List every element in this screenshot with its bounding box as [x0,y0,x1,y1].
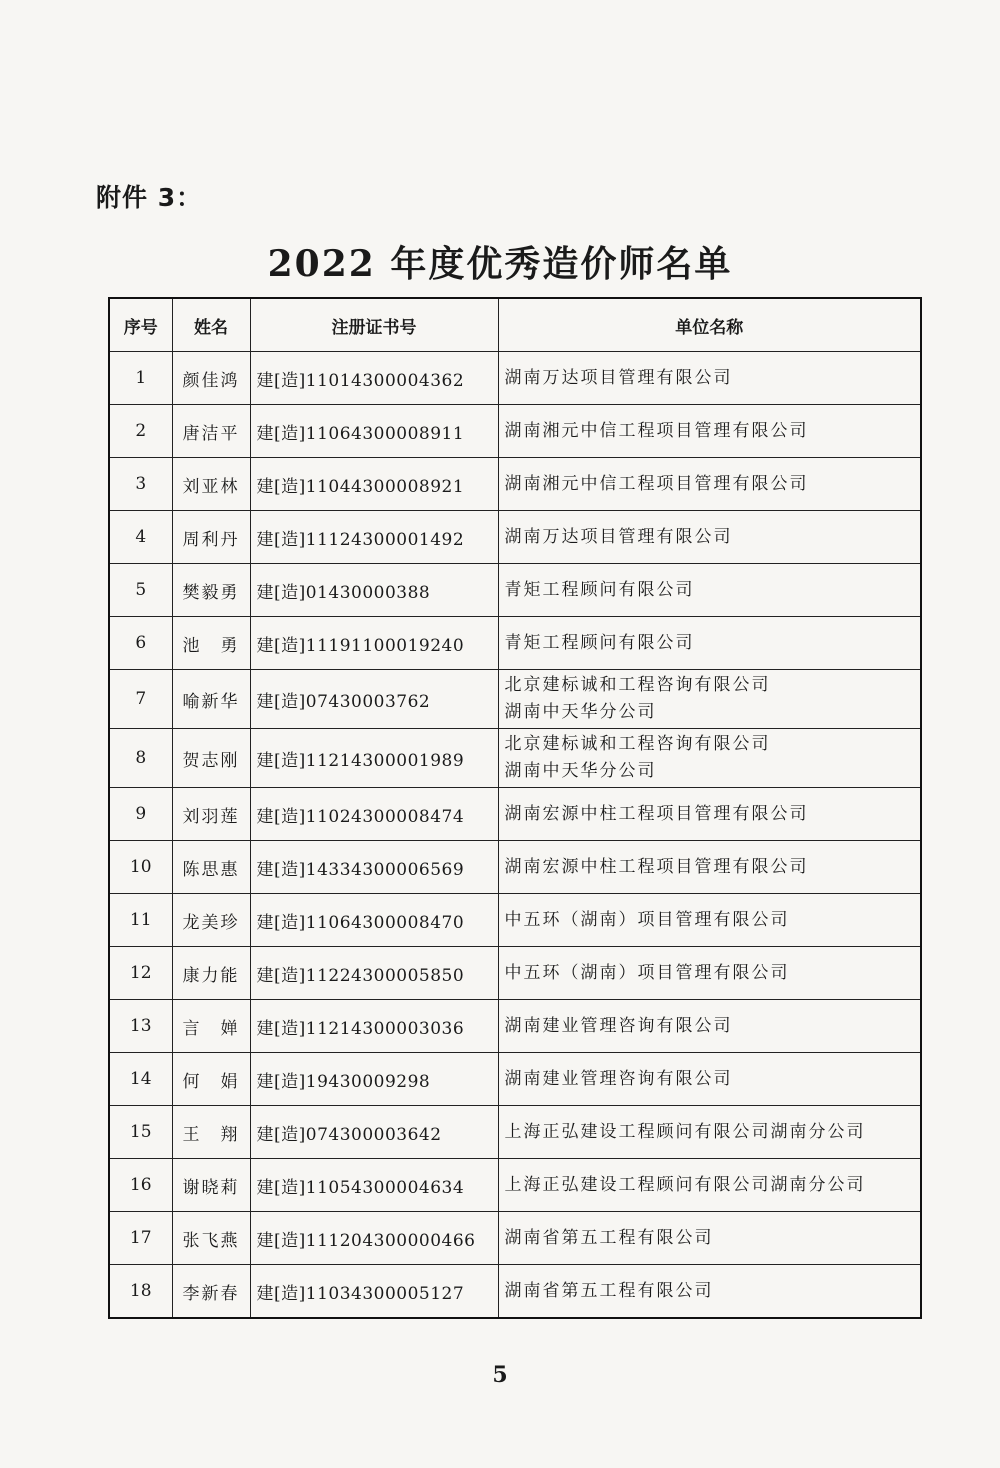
row-number: 4 [109,511,172,564]
organization-line: 湖南万达项目管理有限公司 [504,526,733,547]
row-number: 12 [109,947,172,1000]
row-number: 9 [109,788,172,841]
organization-name [498,947,921,1000]
person-name: 刘亚林 [172,458,250,511]
row-number: 3 [109,458,172,511]
organization-line: 中五环（湖南）项目管理有限公司 [504,962,790,983]
table-row [109,405,921,458]
organization-line: 北京建标诚和工程咨询有限公司 [504,734,771,754]
organization-line: 青矩工程顾问有限公司 [504,579,695,600]
row-number: 8 [109,729,172,788]
row-number: 13 [109,1000,172,1053]
certificate-number: 建[造]07430003762 [250,670,498,729]
organization-line: 湖南中天华分公司 [504,761,657,781]
organization-name [498,1000,921,1053]
page-number: 5 [492,1362,508,1388]
organization-name [498,1053,921,1106]
organization-name [498,617,921,670]
person-name: 樊毅勇 [172,564,250,617]
organization-name [498,511,921,564]
organization-name [498,1106,921,1159]
person-name: 陈思惠 [172,841,250,894]
table-row [109,947,921,1000]
person-name: 康力能 [172,947,250,1000]
organization-line: 湖南建业管理咨询有限公司 [504,1015,733,1036]
table-row [109,670,921,729]
table-row [109,352,921,405]
row-number: 11 [109,894,172,947]
person-name: 颜佳鸿 [172,352,250,405]
row-number: 14 [109,1053,172,1106]
person-name: 刘羽莲 [172,788,250,841]
attachment-label: 附件 3： [96,183,203,212]
certificate-number: 建[造]11064300008470 [250,894,498,947]
organization-name [498,564,921,617]
organization-line: 北京建标诚和工程咨询有限公司 [504,675,771,695]
person-name: 王 翔 [172,1106,250,1159]
certificate-number: 建[造]19430009298 [250,1053,498,1106]
person-name: 李新春 [172,1265,250,1319]
organization-name [498,1212,921,1265]
organization-line: 湖南湘元中信工程项目管理有限公司 [504,420,809,441]
person-name: 龙美珍 [172,894,250,947]
roster-table-container [108,297,920,1319]
certificate-number: 建[造]111204300000466 [250,1212,498,1265]
person-name: 言 婵 [172,1000,250,1053]
row-number: 2 [109,405,172,458]
table-row [109,1159,921,1212]
organization-name [498,352,921,405]
row-number: 17 [109,1212,172,1265]
table-row [109,788,921,841]
person-name: 池 勇 [172,617,250,670]
table-header-row [109,298,921,352]
organization-name [498,458,921,511]
organization-line: 湖南建业管理咨询有限公司 [504,1068,733,1089]
certificate-number: 建[造]11014300004362 [250,352,498,405]
header-no: 序号 [109,298,172,352]
person-name: 张飞燕 [172,1212,250,1265]
certificate-number: 建[造]11024300008474 [250,788,498,841]
person-name: 何 娟 [172,1053,250,1106]
table-row [109,729,921,788]
organization-line: 中五环（湖南）项目管理有限公司 [504,909,790,930]
certificate-number: 建[造]01430000388 [250,564,498,617]
table-row [109,1000,921,1053]
certificate-number: 建[造]11034300005127 [250,1265,498,1319]
organization-line: 湖南宏源中柱工程项目管理有限公司 [504,856,809,877]
certificate-number: 建[造]11124300001492 [250,511,498,564]
organization-line: 湖南省第五工程有限公司 [504,1227,714,1248]
table-row [109,617,921,670]
row-number: 7 [109,670,172,729]
header-cert: 注册证书号 [250,298,498,352]
certificate-number: 建[造]11214300003036 [250,1000,498,1053]
certificate-number: 建[造]11191100019240 [250,617,498,670]
person-name: 贺志刚 [172,729,250,788]
organization-line: 湖南宏源中柱工程项目管理有限公司 [504,803,809,824]
organization-name [498,1159,921,1212]
certificate-number: 建[造]14334300006569 [250,841,498,894]
certificate-number: 建[造]11224300005850 [250,947,498,1000]
row-number: 15 [109,1106,172,1159]
organization-name [498,894,921,947]
person-name: 谢晓莉 [172,1159,250,1212]
certificate-number: 建[造]11044300008921 [250,458,498,511]
header-name: 姓名 [172,298,250,352]
organization-name [498,841,921,894]
row-number: 6 [109,617,172,670]
certificate-number: 建[造]074300003642 [250,1106,498,1159]
certificate-number: 建[造]11054300004634 [250,1159,498,1212]
person-name: 周利丹 [172,511,250,564]
row-number: 18 [109,1265,172,1319]
organization-name [498,670,921,729]
organization-line: 青矩工程顾问有限公司 [504,632,695,653]
organization-name [498,729,921,788]
row-number: 1 [109,352,172,405]
row-number: 5 [109,564,172,617]
header-org: 单位名称 [498,298,921,352]
certificate-number: 建[造]11214300001989 [250,729,498,788]
person-name: 唐洁平 [172,405,250,458]
organization-line: 湖南湘元中信工程项目管理有限公司 [504,473,809,494]
organization-line: 上海正弘建设工程顾问有限公司湖南分公司 [504,1174,866,1195]
table-row [109,1053,921,1106]
table-row [109,458,921,511]
table-row [109,841,921,894]
table-row [109,1212,921,1265]
organization-line: 上海正弘建设工程顾问有限公司湖南分公司 [504,1121,866,1142]
table-row [109,511,921,564]
organization-name [498,405,921,458]
document-title: 2022 年度优秀造价师名单 [267,243,733,285]
table-row [109,1106,921,1159]
table-row [109,564,921,617]
organization-name [498,788,921,841]
organization-line: 湖南万达项目管理有限公司 [504,367,733,388]
organization-name [498,1265,921,1319]
table-row [109,1265,921,1319]
roster-table [108,297,922,1319]
row-number: 10 [109,841,172,894]
organization-line: 湖南中天华分公司 [504,702,657,722]
certificate-number: 建[造]11064300008911 [250,405,498,458]
table-row [109,894,921,947]
roster-body [109,352,921,1319]
row-number: 16 [109,1159,172,1212]
organization-line: 湖南省第五工程有限公司 [504,1280,714,1301]
person-name: 喻新华 [172,670,250,729]
